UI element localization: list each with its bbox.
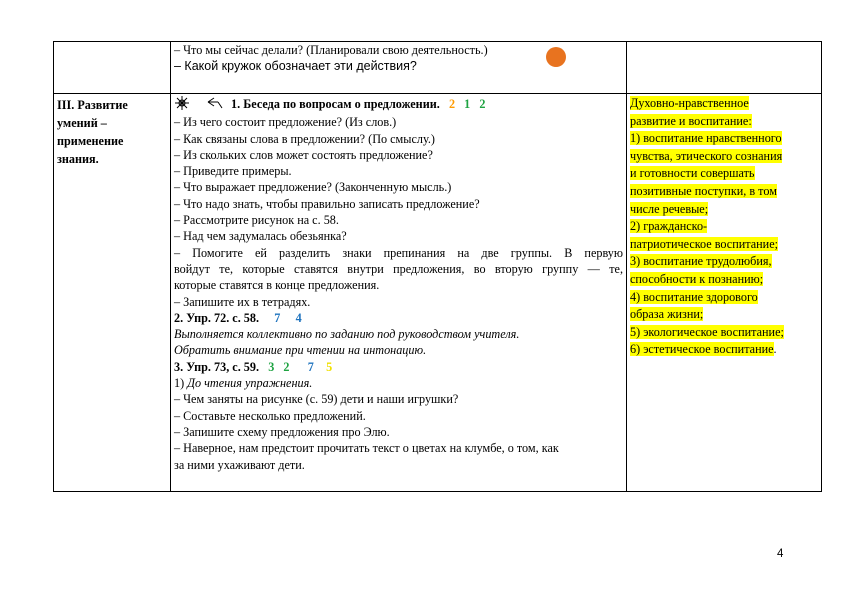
education-line: 4) воспитание здорового	[630, 289, 758, 304]
question-line: – Приведите примеры.	[174, 164, 292, 179]
mark-number: 3	[268, 359, 275, 374]
education-line: числе речевые;	[630, 201, 709, 216]
education-line: патриотическое воспитание;	[630, 236, 778, 251]
question-line: – Рассмотрите рисунок на с. 58.	[174, 213, 339, 228]
table-row	[54, 42, 822, 94]
task-3-title: 3. Упр. 73, с. 59.	[174, 359, 260, 374]
education-cell-empty	[627, 42, 822, 94]
question-line: за ними ухаживают дети.	[174, 457, 305, 472]
education-line: Духовно-нравственное	[630, 96, 749, 110]
question-line: – Как связаны слова в предложении? (По смыслу.)	[174, 131, 435, 146]
mark-number: 1	[464, 97, 471, 111]
question-line: – Над чем задумалась обезьянка?	[174, 229, 347, 244]
task-2-title: 2. Упр. 72. с. 58.	[174, 310, 260, 325]
education-end: .	[773, 342, 777, 357]
question-line: – Запишите схему предложения про Элю.	[174, 424, 390, 439]
instruction-line: Выполняется коллективно по заданию под руководством учителя.	[174, 327, 520, 342]
mark-number: 5	[326, 359, 333, 374]
paragraph-line: – Помогите ей разделить знаки препинания на две группы. В первую	[174, 245, 623, 260]
question-line: – Что надо знать, чтобы правильно записать предложение?	[174, 196, 480, 211]
stage-title: III. Развитие умений – применение знания.	[57, 98, 128, 166]
mark-number: 7	[274, 310, 281, 325]
education-line: и готовности совершать	[630, 166, 755, 181]
content-cell	[171, 94, 627, 492]
mark-number: 4	[295, 310, 302, 325]
question-line: – Чем заняты на рисунке (с. 59) дети и наши игрушки?	[174, 392, 459, 407]
education-line: 6) эстетическое воспитание	[630, 342, 774, 357]
question-line: – Наверное, нам предстоит прочитать текст о цветах на клумбе, о том, как	[174, 441, 559, 456]
question-line: – Что мы сейчас делали? (Планировали свою деятельность.)	[174, 43, 488, 57]
stage-cell-empty	[54, 42, 171, 94]
step-line	[174, 375, 623, 391]
mark-number: 2	[448, 97, 456, 111]
education-line: 1) воспитание нравственного	[630, 131, 782, 146]
question-line: – Из чего состоит предложение? (Из слов.)	[174, 115, 397, 130]
table-row	[54, 94, 822, 492]
question-line: – Запишите их в тетрадях.	[174, 294, 311, 309]
task-3-title-line	[174, 359, 623, 375]
lesson-table	[53, 41, 822, 492]
mark-number: 2	[283, 359, 290, 374]
group-work-icon	[174, 96, 224, 114]
education-line: позитивные поступки, в том	[630, 183, 777, 198]
orange-circle-icon	[546, 47, 566, 67]
paragraph-line: которые ставятся в конце предложения.	[174, 278, 380, 293]
stage-cell	[54, 94, 171, 492]
education-line: развитие и воспитание:	[630, 113, 752, 128]
paragraph-line: войдут те, которые ставятся внутри предложения, во вторую группу — те,	[174, 261, 623, 276]
step-prefix: 1)	[174, 376, 185, 391]
education-line: чувства, этического сознания	[630, 148, 783, 163]
education-line: способности к познанию;	[630, 271, 764, 286]
task-1-title-line	[174, 96, 623, 114]
page-number: 4	[777, 548, 784, 560]
question-line: – Из скольких слов может состоять предложение?	[174, 147, 433, 162]
instruction-line: Обратить внимание при чтении на интонацию.	[174, 343, 427, 358]
education-line: 5) экологическое воспитание;	[630, 324, 784, 339]
task-1-title: 1. Беседа по вопросам о предложении.	[231, 97, 440, 111]
mark-number: 2	[479, 97, 486, 111]
question-line: – Какой кружок обозначает эти действия?	[174, 59, 417, 74]
education-cell	[627, 94, 822, 492]
question-line: – Составьте несколько предложений.	[174, 408, 366, 423]
education-line: образа жизни;	[630, 307, 704, 322]
education-line: 3) воспитание трудолюбия,	[630, 254, 772, 269]
question-line: – Что выражает предложение? (Законченную мысль.)	[174, 180, 452, 195]
education-line: 2) гражданско-	[630, 219, 708, 234]
step-text: До чтения упражнения.	[187, 376, 313, 391]
mark-number: 7	[307, 359, 314, 374]
education-list	[630, 94, 818, 359]
task-2-title-line	[174, 310, 623, 326]
